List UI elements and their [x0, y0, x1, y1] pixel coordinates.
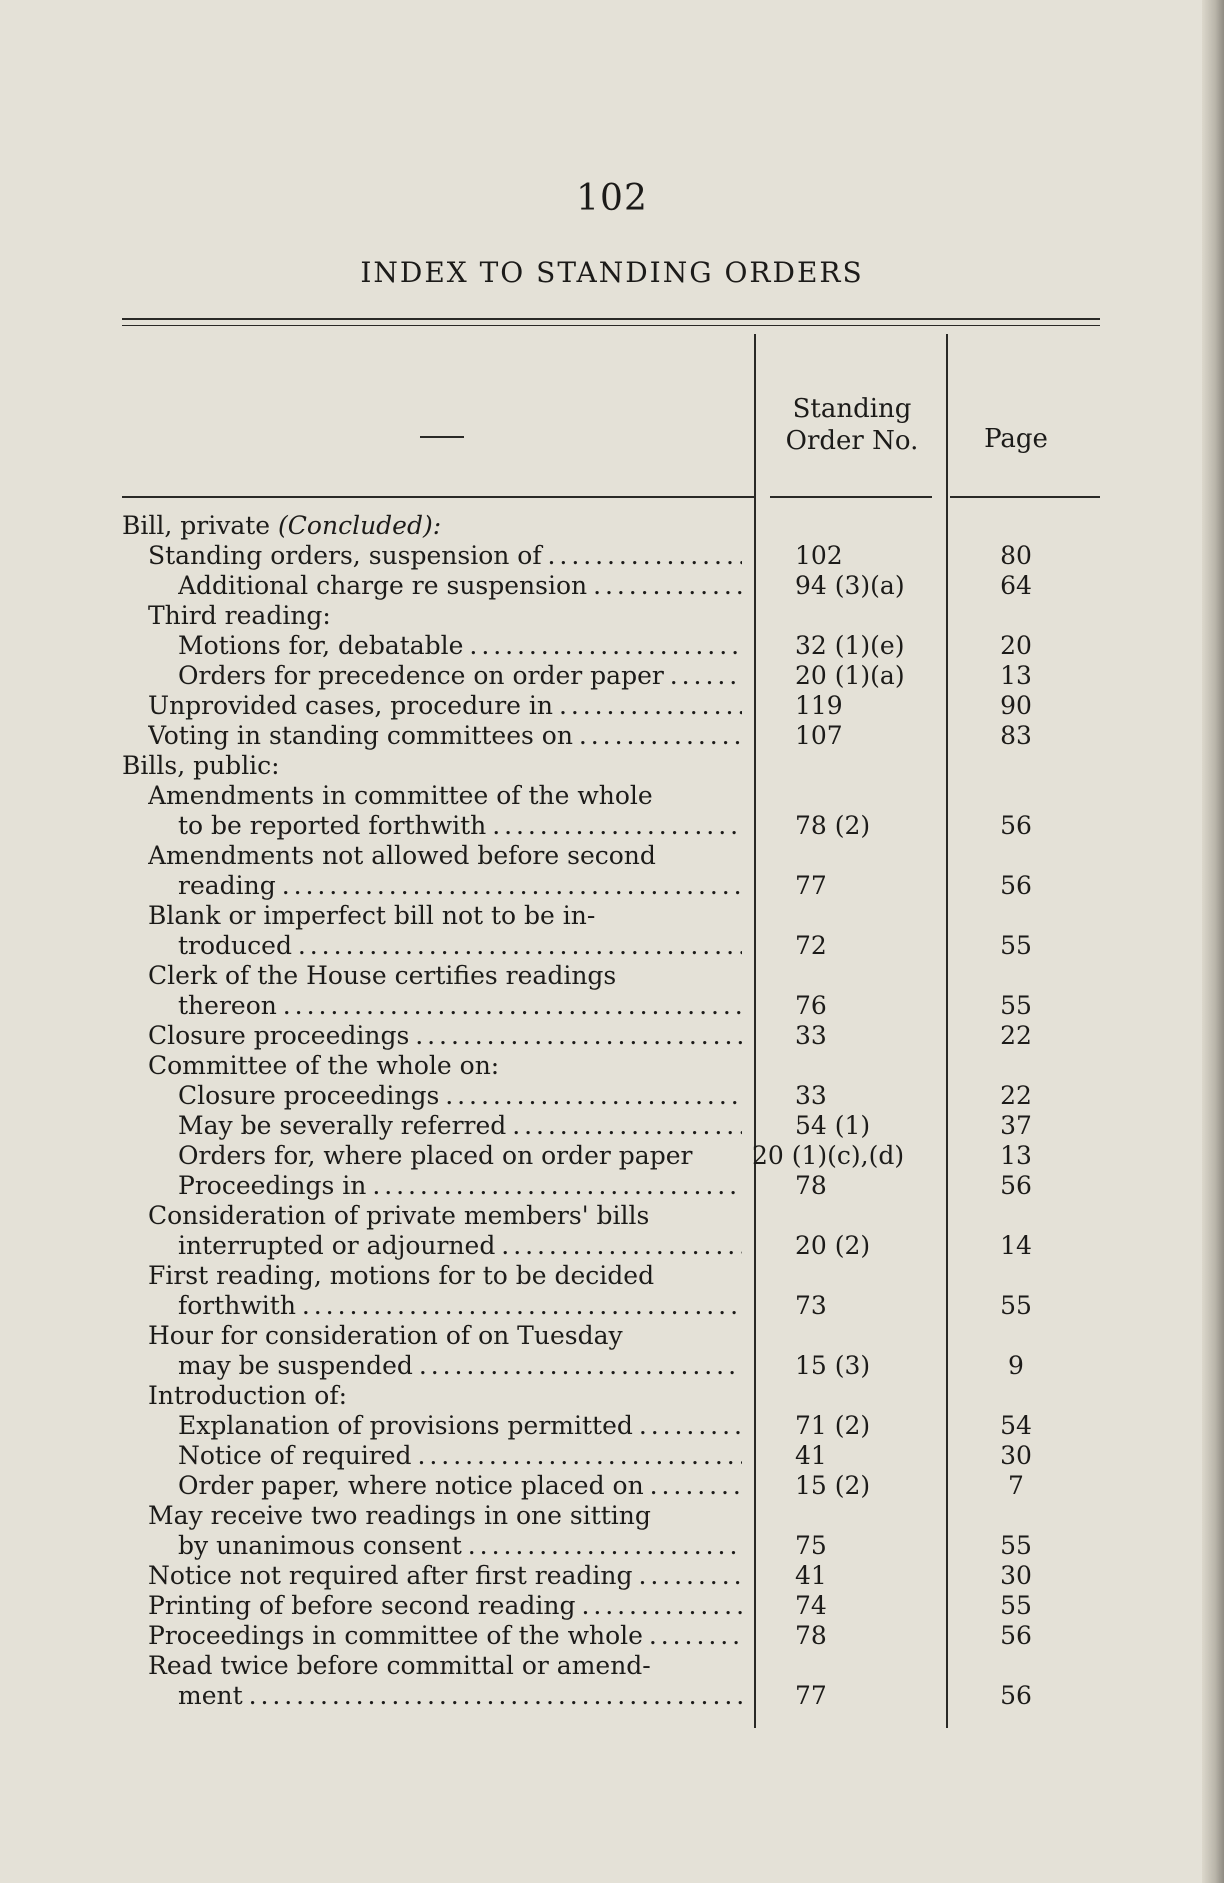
table-row	[0, 1351, 1224, 1381]
page-reference: 80	[1000, 541, 1032, 570]
index-entry-text	[148, 1021, 742, 1051]
entry-label: Clerk of the House certifies readings	[148, 961, 617, 990]
order-no-header-line2: Order No.	[785, 426, 919, 456]
index-entry-text	[178, 1351, 742, 1381]
table-row	[0, 931, 1224, 961]
entry-label: interrupted or adjourned	[178, 1231, 496, 1260]
order-no-header-line1: Standing	[792, 394, 912, 424]
page-reference: 55	[1000, 1531, 1032, 1560]
table-row	[0, 1561, 1224, 1591]
entry-label: Blank or imperfect bill not to be in-	[148, 901, 596, 930]
index-entry-text	[178, 1411, 742, 1441]
entry-label: Additional charge re suspension	[178, 571, 588, 600]
page-reference: 22	[1000, 1081, 1032, 1110]
entry-label: Unprovided cases, procedure in	[148, 691, 553, 720]
index-entry-text	[148, 781, 742, 811]
table-row	[0, 1441, 1224, 1471]
standing-order-number: 54 (1)	[795, 1111, 871, 1140]
page-reference: 56	[1000, 1171, 1032, 1200]
index-entry-text	[148, 1501, 742, 1531]
index-entry-text	[178, 1081, 742, 1111]
entry-label: Bills, public:	[122, 751, 280, 780]
entry-label: Proceedings in	[178, 1171, 367, 1200]
index-entry-text	[178, 1231, 742, 1261]
entry-label: Hour for consideration of on Tuesday	[148, 1321, 623, 1350]
index-entry-text	[148, 1561, 742, 1591]
index-entry-text	[148, 961, 742, 991]
index-entry-text	[148, 1621, 742, 1651]
entry-label: Amendments in committee of the whole	[148, 781, 653, 810]
table-row	[0, 811, 1224, 841]
index-entry-text	[148, 1651, 742, 1681]
top-rule-thick	[122, 318, 1100, 320]
page-reference: 20	[1000, 631, 1032, 660]
standing-order-number: 77	[795, 1681, 827, 1710]
table-row	[0, 1261, 1224, 1291]
page-reference: 30	[1000, 1561, 1032, 1590]
header-rule-subject	[122, 496, 754, 498]
table-row	[0, 1591, 1224, 1621]
index-entry-text	[148, 541, 742, 571]
index-entry-text	[148, 721, 742, 751]
entry-label: Notice not required after first reading	[148, 1561, 633, 1590]
index-entry-text	[148, 1051, 742, 1081]
entry-label: Voting in standing committees on	[148, 721, 573, 750]
standing-order-number: 76	[795, 991, 827, 1020]
page-reference: 14	[1000, 1231, 1032, 1260]
table-row	[0, 1231, 1224, 1261]
table-row	[0, 1621, 1224, 1651]
subject-column-header-dash	[420, 436, 464, 438]
index-entry-text	[178, 1171, 742, 1201]
index-entry-text	[148, 1381, 742, 1411]
table-row	[0, 661, 1224, 691]
entry-label: Standing orders, suspension of	[148, 541, 542, 570]
page-reference: 13	[1000, 1141, 1032, 1170]
entry-label: by unanimous consent	[178, 1531, 462, 1560]
entry-label: Orders for precedence on order paper	[178, 661, 664, 690]
standing-order-number: 41	[795, 1561, 827, 1590]
standing-order-number: 33	[795, 1081, 827, 1110]
entry-label: forthwith	[178, 1291, 296, 1320]
table-row	[0, 1411, 1224, 1441]
index-entry-text	[122, 511, 742, 541]
table-row	[0, 1681, 1224, 1711]
entry-label: to be reported forthwith	[178, 811, 487, 840]
page-reference: 22	[1000, 1021, 1032, 1050]
entry-label: First reading, motions for to be decided	[148, 1261, 655, 1290]
index-entry-text	[148, 1321, 742, 1351]
entry-label: Motions for, debatable	[178, 631, 464, 660]
standing-order-number: 15 (3)	[795, 1351, 871, 1380]
table-row	[0, 1201, 1224, 1231]
entry-label: May be severally referred	[178, 1111, 507, 1140]
table-row	[0, 751, 1224, 781]
entry-label: Third reading:	[148, 601, 331, 630]
standing-order-number: 94 (3)(a)	[795, 571, 905, 600]
table-row	[0, 721, 1224, 751]
standing-order-number: 78	[795, 1621, 827, 1650]
standing-order-number: 71 (2)	[795, 1411, 871, 1440]
entry-label: Orders for, where placed on order paper	[178, 1141, 693, 1170]
entry-italic-note: (Concluded):	[278, 511, 442, 540]
table-row	[0, 961, 1224, 991]
standing-order-number: 20 (1)(a)	[795, 661, 905, 690]
page-reference: 56	[1000, 1681, 1032, 1710]
entry-label: Bill, private	[122, 511, 279, 540]
table-row	[0, 571, 1224, 601]
standing-order-number: 20 (1)(c),(d)	[752, 1141, 905, 1170]
table-row	[0, 631, 1224, 661]
table-row	[0, 901, 1224, 931]
table-row	[0, 1021, 1224, 1051]
header-rule-order	[770, 496, 932, 498]
page-reference: 56	[1000, 1621, 1032, 1650]
standing-order-number: 15 (2)	[795, 1471, 871, 1500]
table-row	[0, 541, 1224, 571]
table-row	[0, 1171, 1224, 1201]
table-row	[0, 1321, 1224, 1351]
header-rule-page	[950, 496, 1100, 498]
standing-order-number: 75	[795, 1531, 827, 1560]
entry-label: troduced	[178, 931, 292, 960]
table-row	[0, 781, 1224, 811]
standing-order-number: 107	[795, 721, 843, 750]
page-reference: 83	[1000, 721, 1032, 750]
index-entry-text	[178, 931, 742, 961]
standing-order-number: 102	[795, 541, 843, 570]
entry-label: Notice of required	[178, 1441, 412, 1470]
table-row	[0, 1051, 1224, 1081]
entry-label: Closure proceedings	[148, 1021, 410, 1050]
index-entry-text	[148, 1261, 742, 1291]
page-reference: 7	[1008, 1471, 1024, 1500]
entry-label: thereon	[178, 991, 277, 1020]
table-row	[0, 1471, 1224, 1501]
standing-order-number: 73	[795, 1291, 827, 1320]
index-entry-text	[178, 1681, 742, 1711]
order-no-column-header	[762, 393, 942, 457]
page-reference: 13	[1000, 661, 1032, 690]
index-entry-text	[178, 1111, 742, 1141]
page-reference: 64	[1000, 571, 1032, 600]
table-row	[0, 511, 1224, 541]
standing-order-number: 77	[795, 871, 827, 900]
index-entry-text	[178, 811, 742, 841]
page-reference: 55	[1000, 1591, 1032, 1620]
entry-label: Introduction of:	[148, 1381, 347, 1410]
entry-label: reading	[178, 871, 276, 900]
entry-label: Read twice before committal or amend-	[148, 1651, 651, 1680]
index-table-body	[0, 511, 1224, 1711]
table-row	[0, 1081, 1224, 1111]
page-reference: 9	[1008, 1351, 1024, 1380]
index-entry-text	[148, 1201, 742, 1231]
index-entry-text	[178, 631, 742, 661]
index-entry-text	[122, 751, 742, 781]
page-reference: 90	[1000, 691, 1032, 720]
page-reference: 55	[1000, 1291, 1032, 1320]
table-row	[0, 1381, 1224, 1411]
standing-order-number: 119	[795, 691, 843, 720]
index-entry-text	[178, 661, 742, 691]
index-entry-text	[178, 1291, 742, 1321]
standing-order-number: 78 (2)	[795, 811, 871, 840]
entry-label: Explanation of provisions permitted	[178, 1411, 633, 1440]
page-column-header: Page	[984, 424, 1048, 454]
entry-label: Amendments not allowed before second	[148, 841, 656, 870]
index-entry-text	[148, 901, 742, 931]
page-reference: 55	[1000, 931, 1032, 960]
entry-label: Printing of before second reading	[148, 1591, 576, 1620]
entry-label: Committee of the whole on:	[148, 1051, 500, 1080]
standing-order-number: 41	[795, 1441, 827, 1470]
index-entry-text	[178, 1441, 742, 1471]
entry-label: Consideration of private members' bills	[148, 1201, 650, 1230]
standing-order-number: 78	[795, 1171, 827, 1200]
index-entry-text	[178, 991, 742, 1021]
page-reference: 56	[1000, 871, 1032, 900]
table-row	[0, 601, 1224, 631]
entry-label: ment	[178, 1681, 243, 1710]
index-entry-text	[178, 871, 742, 901]
table-row	[0, 991, 1224, 1021]
index-entry-text	[178, 1531, 742, 1561]
index-entry-text	[178, 571, 742, 601]
page-reference: 37	[1000, 1111, 1032, 1140]
entry-label: Order paper, where notice placed on	[178, 1471, 644, 1500]
page-reference: 54	[1000, 1411, 1032, 1440]
entry-label: Closure proceedings	[178, 1081, 440, 1110]
table-row	[0, 1111, 1224, 1141]
top-rule-thin	[122, 325, 1100, 326]
standing-order-number: 32 (1)(e)	[795, 631, 905, 660]
index-entry-text	[148, 841, 742, 871]
table-row	[0, 1291, 1224, 1321]
page-number: 102	[576, 178, 648, 219]
entry-label: Proceedings in committee of the whole	[148, 1621, 643, 1650]
table-row	[0, 1531, 1224, 1561]
index-entry-text	[178, 1141, 742, 1171]
standing-order-number: 72	[795, 931, 827, 960]
table-row	[0, 871, 1224, 901]
table-row	[0, 1141, 1224, 1171]
standing-order-number: 20 (2)	[795, 1231, 871, 1260]
table-row	[0, 691, 1224, 721]
page-reference: 30	[1000, 1441, 1032, 1470]
entry-label: May receive two readings in one sitting	[148, 1501, 651, 1530]
standing-order-number: 74	[795, 1591, 827, 1620]
table-row	[0, 841, 1224, 871]
index-entry-text	[148, 601, 742, 631]
table-row	[0, 1501, 1224, 1531]
table-row	[0, 1651, 1224, 1681]
index-entry-text	[148, 1591, 742, 1621]
index-entry-text	[178, 1471, 742, 1501]
index-entry-text	[148, 691, 742, 721]
entry-label: may be suspended	[178, 1351, 413, 1380]
page-reference: 56	[1000, 811, 1032, 840]
standing-order-number: 33	[795, 1021, 827, 1050]
page-reference: 55	[1000, 991, 1032, 1020]
page-title: INDEX TO STANDING ORDERS	[360, 256, 864, 289]
